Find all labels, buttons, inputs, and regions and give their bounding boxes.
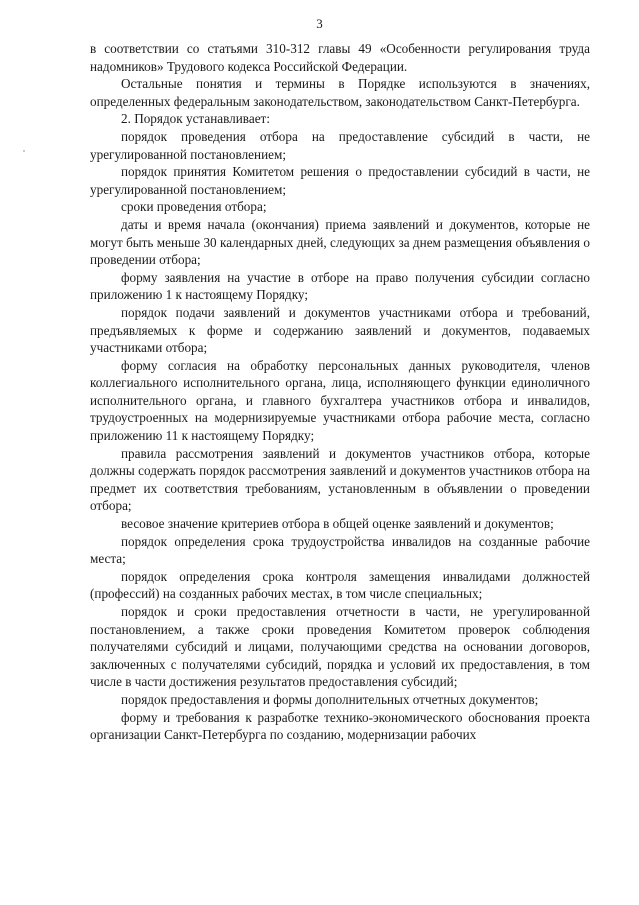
list-item: форму и требования к разработке технико-экономического обоснования проекта организации Санкт-Петербурга по созданию, модернизации рабочих (90, 709, 590, 743)
list-item: порядок предоставления и формы дополнительных отчетных документов; (121, 691, 539, 707)
list-item: форму заявления на участие в отборе на право получения субсидии согласно приложению 1 к настоящему Порядку; (90, 269, 590, 303)
list-item: порядок проведения отбора на предоставление субсидий в части, не урегулированной постановлением; (90, 128, 590, 162)
list-item: порядок и сроки предоставления отчетности в части, не урегулированной постановлением, а также сроки проведения Комитетом проверок соблюдения получателями субсидий и лицами, получающими средства на основании договоров, заключенных с получателями субсидий, порядка и условий их предоставления, в том числе в части достижения результатов предоставления субсидий; (90, 604, 590, 690)
paragraph-terms: Остальные понятия и термины в Порядке используются в значениях, определенных федеральным законодательством, законодательством Санкт-Петербурга. (90, 76, 590, 109)
list-item: форму согласия на обработку персональных данных руководителя, членов коллегиального исполнительного органа, лица, исполняющего функции единоличного исполнительного органа, и главного бухгалтера участников отбора и инвалидов, трудоустроенных на модернизируемые участниками отбора рабочие места, согласно приложению 11 к настоящему Порядку; (90, 357, 590, 444)
list-item: порядок принятия Комитетом решения о предоставлении субсидий в части, не урегулированной постановлением; (90, 164, 590, 197)
list-item: порядок определения срока трудоустройства инвалидов на созданные рабочие места; (90, 533, 590, 567)
list-item: сроки проведения отбора; (121, 199, 267, 215)
list-item: весовое значение критериев отбора в общей оценке заявлений и документов; (121, 516, 554, 532)
page-number: 3 (316, 16, 323, 31)
paragraph-section-2-heading: 2. Порядок устанавливает: (121, 111, 270, 127)
list-item: правила рассмотрения заявлений и документов участников отбора, которые должны содержать порядок рассмотрения заявлений и документов участников отбора на предмет их соответствия требованиям, установленным в объявлении о проведении отбора; (90, 445, 590, 514)
document-body (90, 40, 590, 744)
list-item: порядок подачи заявлений и документов участниками отбора и требований, предъявляемых к форме и содержанию заявлений и документов, подаваемых участниками отбора; (90, 304, 590, 356)
scan-speck (23, 150, 25, 152)
paragraph-continuation: в соответствии со статьями 310-312 главы 49 «Особенности регулирования труда надомников» Трудового кодекса Российской Федерации. (90, 41, 590, 74)
list-item: порядок определения срока контроля замещения инвалидами должностей (профессий) на созданных рабочих местах, в том числе специальных; (90, 568, 590, 602)
list-item: даты и время начала (окончания) приема заявлений и документов, которые не могут быть меньше 30 календарных дней, следующих за днем размещения объявления о проведении отбора; (90, 216, 590, 268)
